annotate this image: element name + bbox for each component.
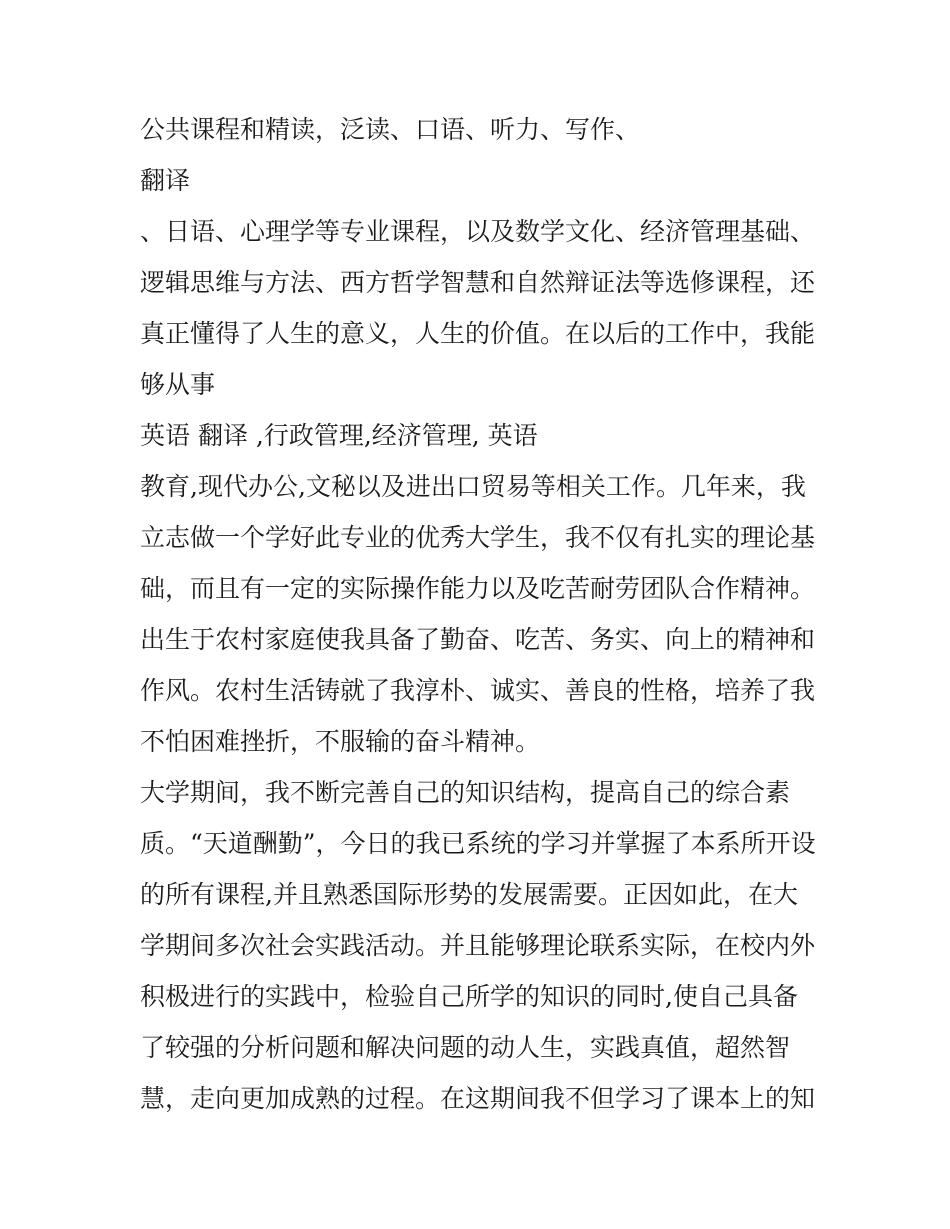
text-line: 英语 翻译 ,行政管理,经济管理, 英语 xyxy=(140,421,538,450)
text-line: 的所有课程,并且熟悉国际形势的发展需要。正因如此，在大 xyxy=(140,880,798,909)
text-line: 学期间多次社会实践活动。并且能够理论联系实际，在校内外 xyxy=(140,931,816,960)
text-line: 质。“天道酬勤”，今日的我已系统的学习并掌握了本系所开设 xyxy=(140,829,816,858)
text-line: 作风。农村生活铸就了我淳朴、诚实、善良的性格，培养了我 xyxy=(140,676,816,705)
text-line: 慧，走向更加成熟的过程。在这期间我不但学习了课本上的知 xyxy=(140,1084,816,1113)
text-line: 立志做一个学好此专业的优秀大学生，我不仅有扎实的理论基 xyxy=(140,523,816,552)
text-line: 出生于农村家庭使我具备了勤奋、吃苦、务实、向上的精神和 xyxy=(140,625,816,654)
body-text xyxy=(140,108,830,1128)
text-line: 大学期间，我不断完善自己的知识结构，提高自己的综合素 xyxy=(140,778,791,807)
text-line: 逻辑思维与方法、西方哲学智慧和自然辩证法等选修课程，还 xyxy=(140,268,816,297)
text-line: 教育,现代办公,文秘以及进出口贸易等相关工作。几年来，我 xyxy=(140,472,806,501)
text-line: 积极进行的实践中，检验自己所学的知识的同时,使自己具备 xyxy=(140,982,798,1011)
text-line: 够从事 xyxy=(140,370,216,399)
text-line: 、日语、心理学等专业课程，以及数学文化、经济管理基础、 xyxy=(140,217,816,246)
text-line: 不怕困难挫折，不服输的奋斗精神。 xyxy=(140,727,541,756)
text-line: 翻译 xyxy=(140,166,191,195)
text-line: 真正懂得了人生的意义，人生的价值。在以后的工作中，我能 xyxy=(140,319,816,348)
text-line: 公共课程和精读，泛读、口语、听力、写作、 xyxy=(140,115,641,144)
text-line: 础，而且有一定的实际操作能力以及吃苦耐劳团队合作精神。 xyxy=(140,574,816,603)
text-line: 了较强的分析问题和解决问题的动人生，实践真值，超然智 xyxy=(140,1033,791,1062)
